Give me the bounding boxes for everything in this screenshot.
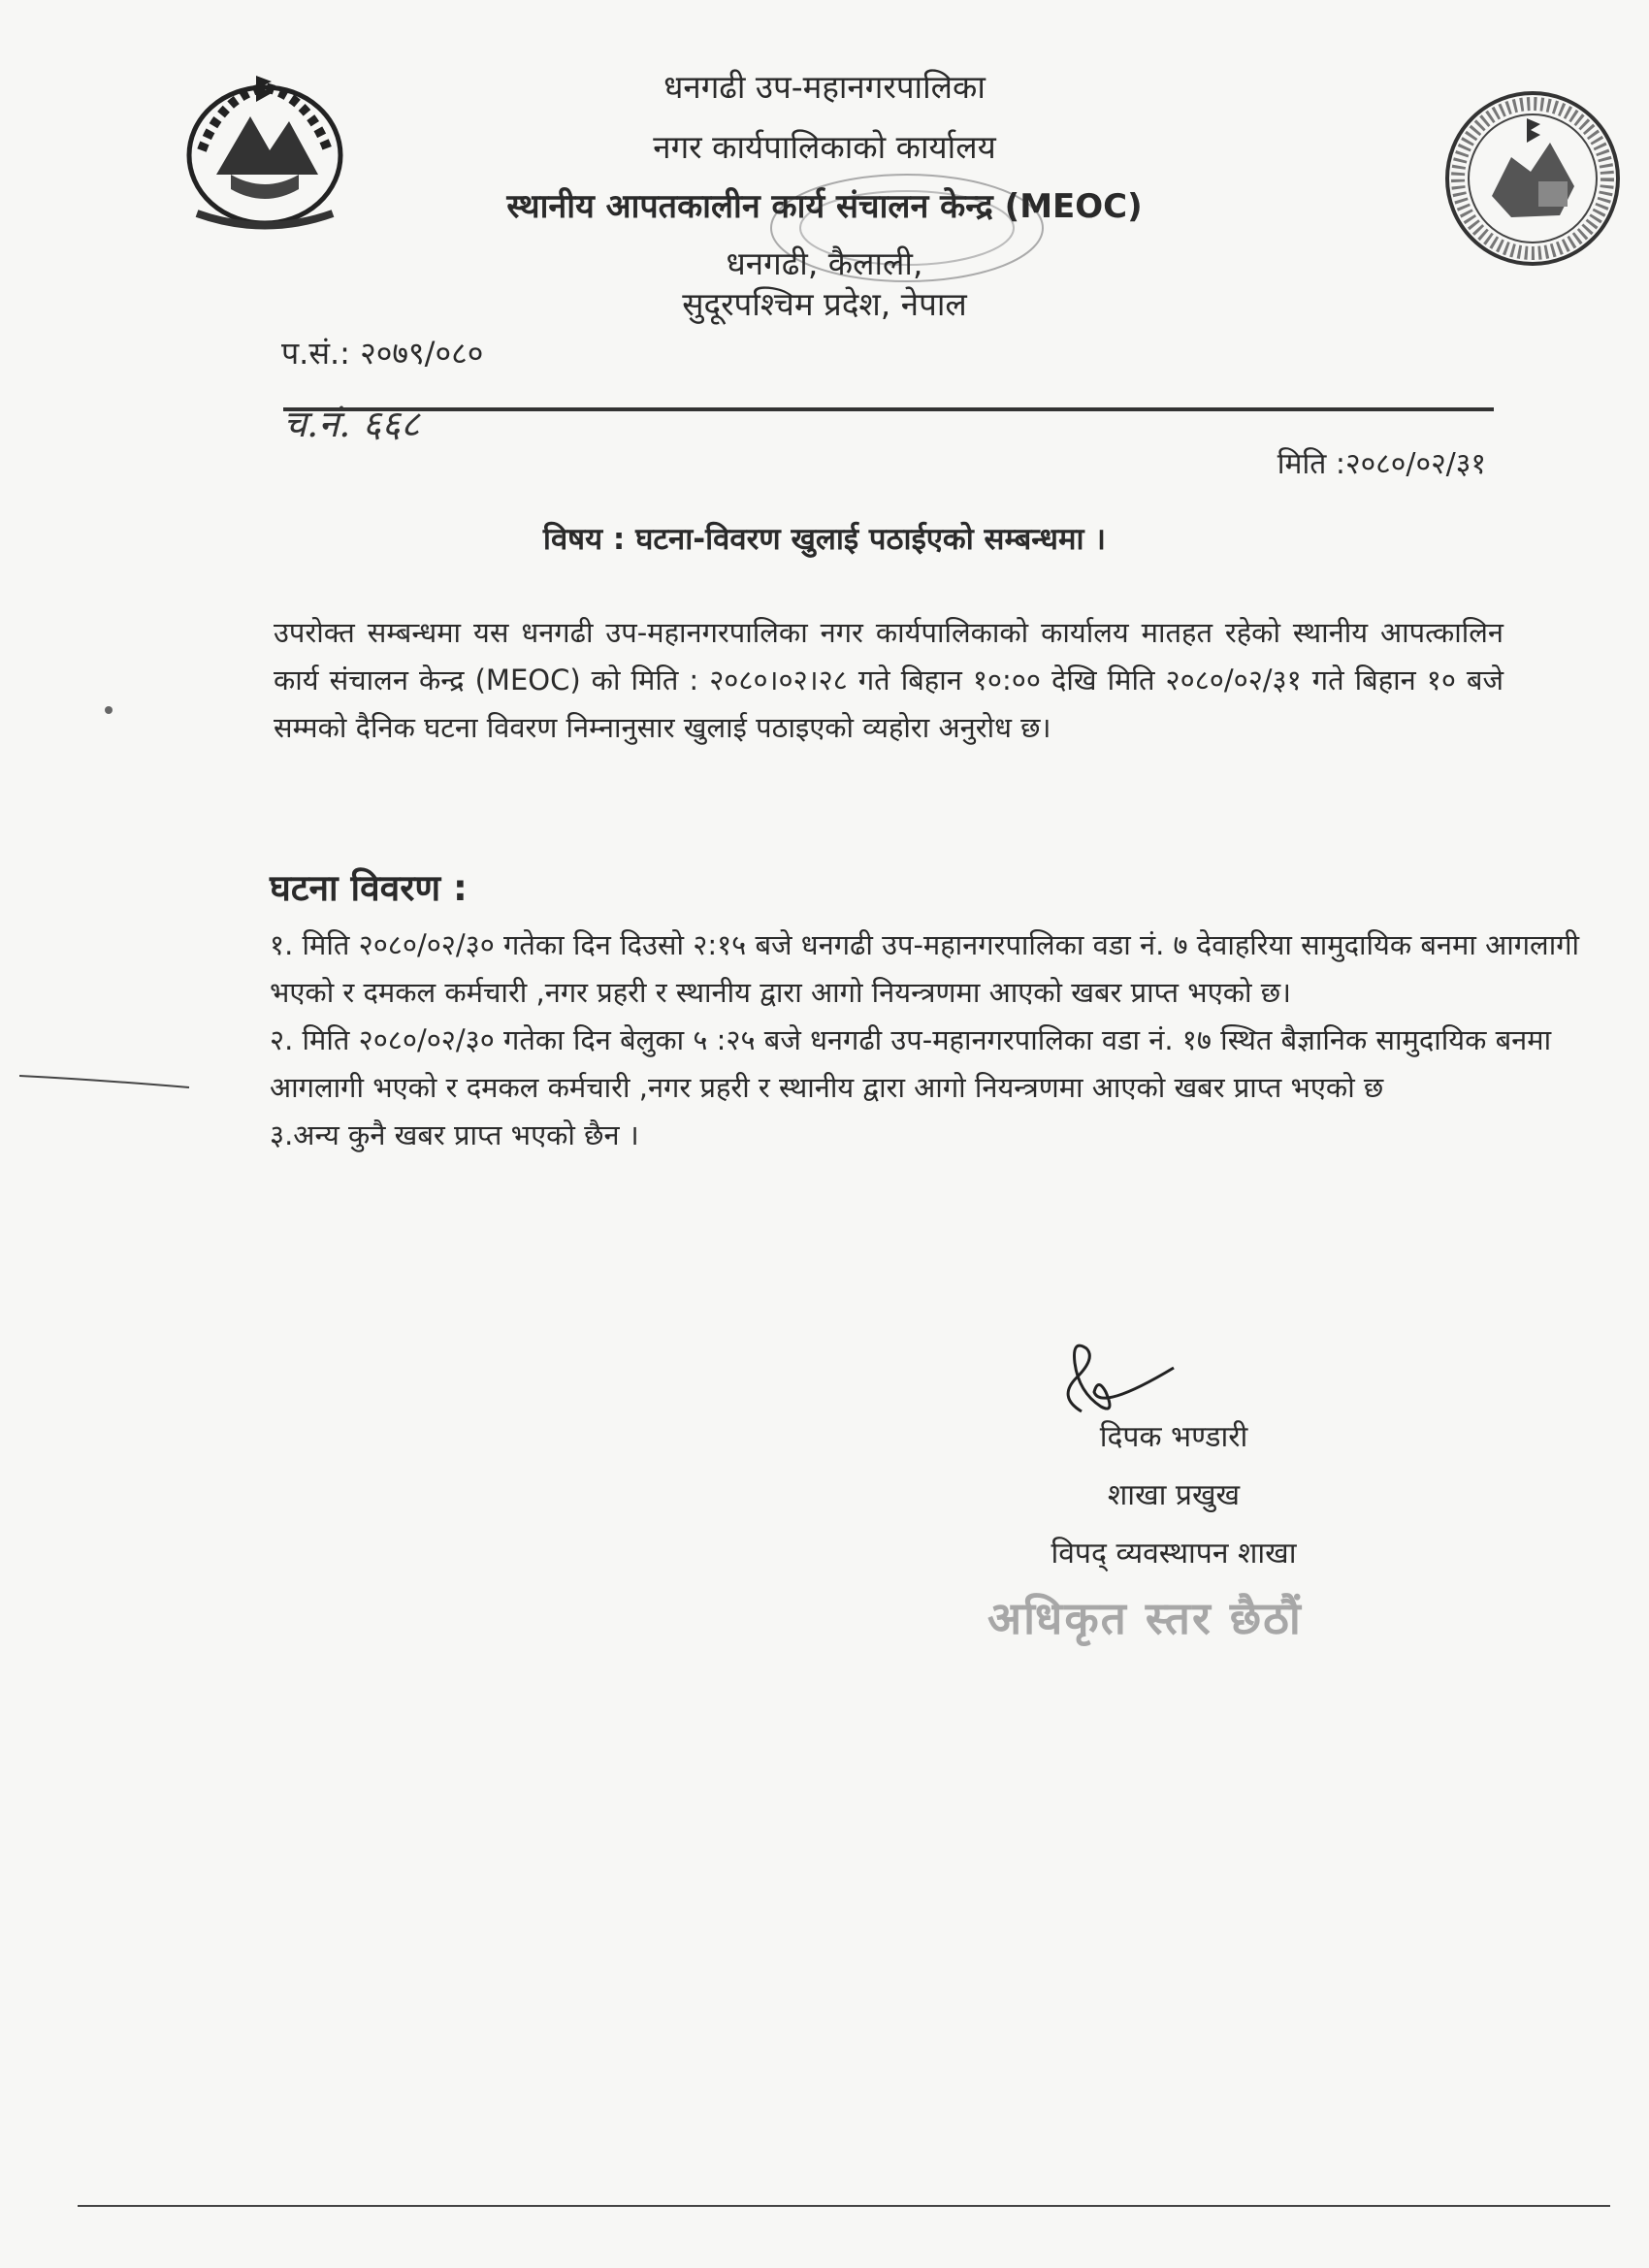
paper-mark — [105, 706, 113, 714]
incident-list — [270, 922, 1584, 1159]
letterhead-address: धनगढी, कैलाली, — [726, 244, 923, 282]
letterhead-province: सुदूरपश्चिम प्रदेश, नेपाल — [682, 285, 967, 323]
letter-date: मिति :२०८०/०२/३१ — [1277, 447, 1486, 481]
paper-scratch — [19, 1072, 194, 1091]
incident-item: १. मिति २०८०/०२/३० गतेका दिन दिउसो २:१५ बजे धनगढी उप-महानगरपालिका वडा नं. ७ देवाहरिया सामुदायिक बनमा आगलागी भएको र दमकल कर्मचारी ,नगर प्रहरी र स्थानीय द्वारा आगो नियन्त्रणमा आएको खबर प्राप्त भएको छ। — [270, 928, 1580, 1009]
letter-subject: विषय : घटना-विवरण खुलाई पठाईएको सम्बन्धमा । — [542, 522, 1107, 557]
reference-number: प.सं.: २०७९/०८० — [281, 335, 484, 372]
incident-item: ३.अन्य कुनै खबर प्राप्त भएको छैन । — [270, 1118, 639, 1151]
footer-divider — [78, 2205, 1610, 2207]
signatory-branch: विपद् व्यवस्थापन शाखा — [1051, 1537, 1297, 1571]
header-divider — [283, 407, 1494, 411]
signature-block — [1028, 1409, 1319, 1583]
signatory-name: दिपक भण्डारी — [1099, 1420, 1248, 1454]
incident-item: २. मिति २०८०/०२/३० गतेका दिन बेलुका ५ :२५ बजे धनगढी उप-महानगरपालिका वडा नं. १७ स्थित बैज्ञानिक सामुदायिक बनमा आगलागी भएको र दमकल कर्मचारी ,नगर प्रहरी र स्थानीय द्वारा आगो नियन्त्रणमा आएको खबर प्राप्त भएको छ — [270, 1023, 1552, 1104]
body-paragraph: उपरोक्त सम्बन्धमा यस धनगढी उप-महानगरपालिका नगर कार्यपालिकाको कार्यालय मातहत रहेको स्थानीय आपत्कालिन कार्य संचालन केन्द्र (MEOC) को मिति : २०८०।०२।२८ गते बिहान १०:०० देखि मिति २०८०/०२/३१ गते बिहान १० बजे सम्मको दैनिक घटना विवरण निम्नानुसार खुलाई पठाइएको व्यहोरा अनुरोध छ। — [274, 616, 1504, 744]
incident-heading: घटना विवरण : — [270, 867, 468, 909]
officer-level-stamp: अधिकृत स्तर छैठौं — [987, 1592, 1303, 1644]
signatory-title: शाखा प्रखुख — [1107, 1478, 1241, 1512]
letterhead-center: स्थानीय आपतकालीन कार्य संचालन केन्द्र (MEOC) — [506, 187, 1143, 226]
letterhead-office: नगर कार्यपालिकाको कार्यालय — [653, 128, 996, 166]
dispatch-number: च.नं. ६६८ — [283, 403, 420, 445]
letterhead-municipality: धनगढी उप-महानगरपालिका — [663, 68, 986, 106]
